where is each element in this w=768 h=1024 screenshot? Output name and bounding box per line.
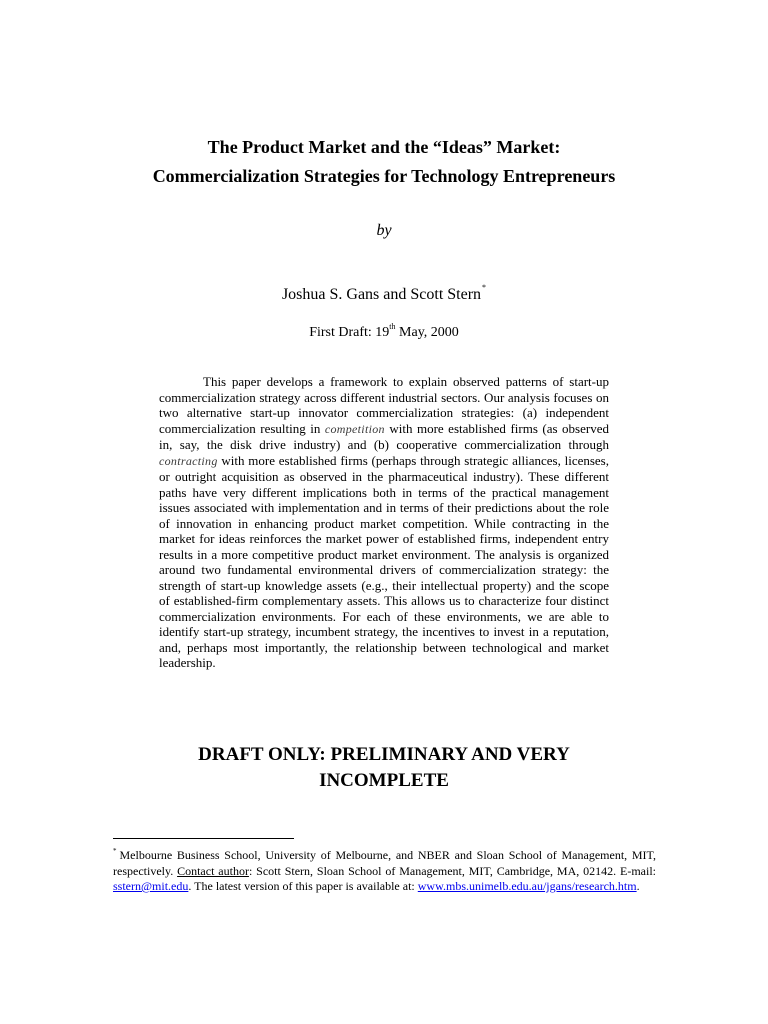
abstract-text-3: with more established firms (perhaps through strategic alliances, licenses, or outright acquisition as observed in the pharmaceutical industry). These different paths have very different implications both in terms of the practical management issues associated with implementation and in terms of their predictions about the role of innovation in enhancing product market competition. While contracting in the market for ideas reinforces the market power of established firms, independent entry results in a more competitive product market environment. The analysis is organized around two fundamental environmental drivers of commercialization strategy: the strength of start-up knowledge assets (e.g., their intellectual property) and the scope of established-firm complementary assets. This allows us to characterize four distinct commercialization environments. For each of these environments, we are able to identify start-up strategy, incumbent strategy, the incentives to invest in a reputation, and, perhaps most importantly, the relationship between technological and market leadership. [159, 452, 609, 670]
draft-notice-line-1: DRAFT ONLY: PRELIMINARY AND VERY [198, 744, 570, 765]
research-url-link[interactable]: www.mbs.unimelb.edu.au/jgans/research.htm [417, 879, 637, 893]
contact-author-label: Contact author [177, 863, 249, 878]
footnote-text-2: : Scott Stern, Sloan School of Management, MIT, Cambridge, MA, 02142. E-mail: [248, 863, 656, 878]
draft-date-suffix: May, 2000 [395, 325, 459, 340]
draft-date-ordinal: th [389, 322, 396, 331]
author-footnote-mark: * [482, 283, 487, 292]
byline: by [376, 222, 392, 239]
footnote-divider [113, 838, 294, 839]
draft-notice-line-2: INCOMPLETE [319, 770, 449, 791]
draft-date-prefix: First Draft: 19 [309, 325, 390, 340]
footnote-text-1: Melbourne Business School, University of Melbourne, and NBER and Sloan School of Management, MIT, respectively. [113, 848, 656, 878]
authors [0, 283, 768, 304]
draft-date [0, 322, 768, 341]
abstract-text-2: with more established firms (as observed in, say, the disk drive industry) and (b) cooperative commercialization through [159, 420, 609, 452]
footnote-mark: * [113, 847, 117, 855]
footnote [113, 844, 656, 895]
author-names: Joshua S. Gans and Scott Stern [281, 286, 482, 303]
abstract-emphasis-competition: competition [324, 421, 385, 436]
title-line-1: The Product Market and the “Ideas” Market: [207, 137, 561, 157]
abstract-emphasis-contracting: contracting [159, 453, 218, 468]
footnote-text-3: . The latest version of this paper is available at: [188, 879, 418, 893]
abstract [159, 374, 609, 671]
title-line-2: Commercialization Strategies for Technology Entrepreneurs [152, 166, 616, 186]
footnote-end: . [636, 879, 640, 893]
draft-notice [0, 742, 768, 794]
email-link[interactable]: sstern@mit.edu [113, 879, 189, 893]
abstract-text-1: This paper develops a framework to explain observed patterns of start-up commercialization strategy across different industrial sectors. Our analysis focuses on two alternative start-up innovator commercialization strategies: (a) independent commercialization resulting in [159, 374, 609, 436]
paper-title [0, 133, 768, 191]
